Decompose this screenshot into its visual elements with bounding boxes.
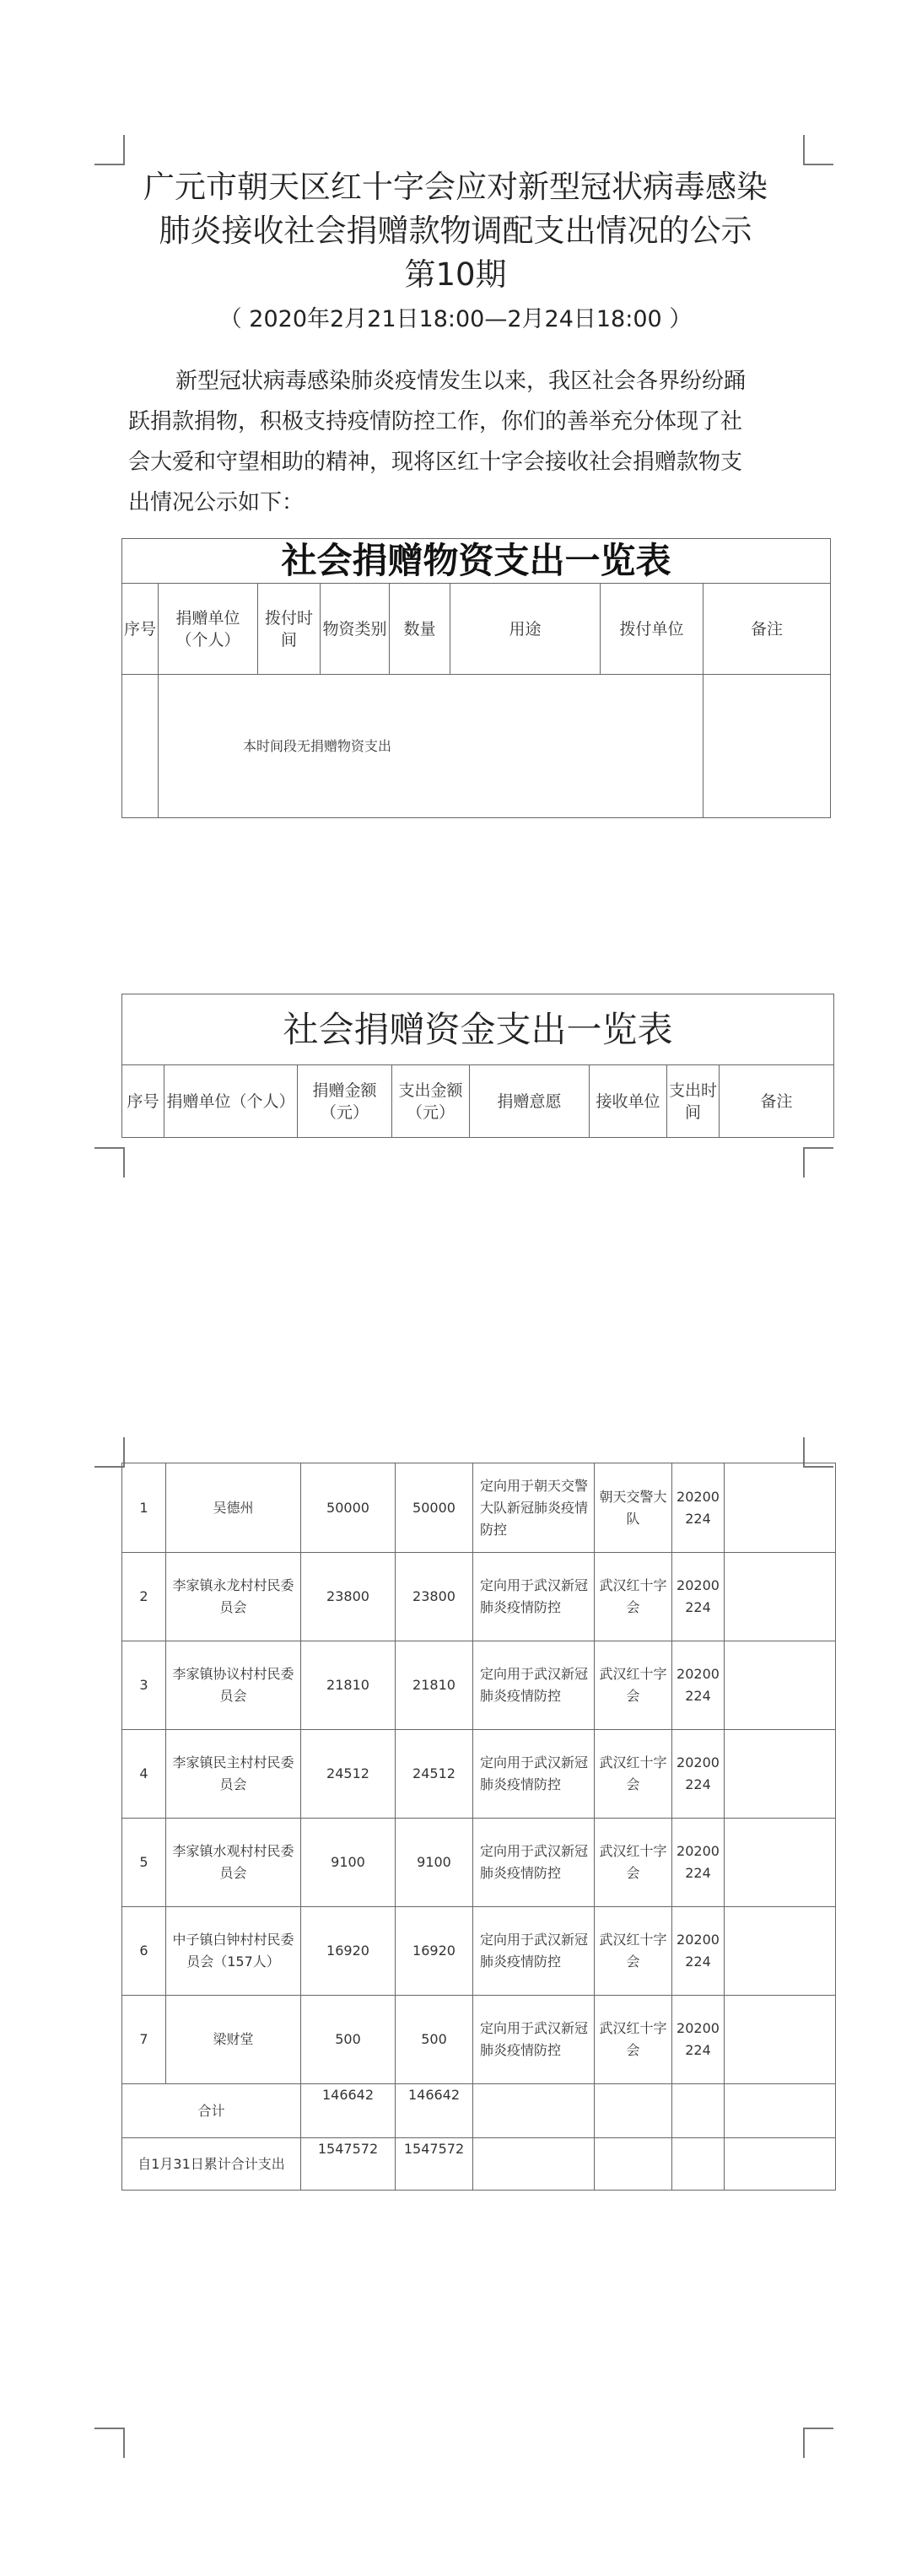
row-donated: 9100 bbox=[301, 1819, 396, 1907]
row-note bbox=[725, 1907, 836, 1996]
row-donated: 23800 bbox=[301, 1553, 396, 1641]
goods-header-no: 序号 bbox=[122, 584, 159, 675]
row-donor: 吴德州 bbox=[166, 1463, 301, 1553]
row-donor: 李家镇协议村村民委员会 bbox=[166, 1641, 301, 1730]
crop-mark bbox=[94, 135, 125, 165]
row-donor: 梁财堂 bbox=[166, 1996, 301, 2084]
cumulative-spent: 1547572 bbox=[396, 2138, 473, 2191]
row-receiver: 朝天交警大队 bbox=[595, 1463, 672, 1553]
crop-mark bbox=[94, 2428, 125, 2458]
total-empty bbox=[725, 2084, 836, 2138]
table-row bbox=[122, 1463, 836, 1553]
row-note bbox=[725, 1996, 836, 2084]
table-row bbox=[122, 1819, 836, 1907]
row-donated: 24512 bbox=[301, 1730, 396, 1819]
period-subtitle: （ 2020年2月21日18:00—2月24日18:00 ） bbox=[218, 306, 693, 332]
row-receiver: 武汉红十字会 bbox=[595, 1819, 672, 1907]
total-empty bbox=[595, 2084, 672, 2138]
row-receiver: 武汉红十字会 bbox=[595, 1641, 672, 1730]
intro-line: 新型冠状病毒感染肺炎疫情发生以来，我区社会各界纷纷踊 bbox=[175, 369, 747, 394]
row-receiver: 武汉红十字会 bbox=[595, 1907, 672, 1996]
table-row bbox=[122, 1907, 836, 1996]
goods-table-title: 社会捐赠物资支出一览表 bbox=[122, 539, 831, 584]
funds-header-donated: 捐赠金额（元） bbox=[298, 1065, 392, 1138]
goods-table bbox=[121, 538, 831, 818]
cumulative-empty bbox=[595, 2138, 672, 2191]
table-row bbox=[122, 1996, 836, 2084]
row-spent: 16920 bbox=[396, 1907, 473, 1996]
row-donor: 李家镇民主村村民委员会 bbox=[166, 1730, 301, 1819]
title-line: 第10期 bbox=[404, 256, 507, 293]
goods-header-usage: 用途 bbox=[450, 584, 601, 675]
row-no: 4 bbox=[122, 1730, 166, 1819]
funds-header-receiver: 接收单位 bbox=[590, 1065, 667, 1138]
crop-mark bbox=[94, 1437, 125, 1468]
row-note bbox=[725, 1553, 836, 1641]
funds-header-no: 序号 bbox=[122, 1065, 164, 1138]
row-donated: 50000 bbox=[301, 1463, 396, 1553]
cumulative-empty bbox=[725, 2138, 836, 2191]
goods-header-unit: 拨付单位 bbox=[601, 584, 703, 675]
funds-table-head bbox=[121, 994, 834, 1138]
row-purpose: 定向用于武汉新冠肺炎疫情防控 bbox=[473, 1553, 595, 1641]
title-line: 广元市朝天区红十字会应对新型冠状病毒感染 bbox=[143, 169, 768, 205]
row-receiver: 武汉红十字会 bbox=[595, 1730, 672, 1819]
row-note bbox=[725, 1641, 836, 1730]
goods-header-donor: 捐赠单位（个人） bbox=[159, 584, 258, 675]
total-empty bbox=[473, 2084, 595, 2138]
row-time: 20200224 bbox=[672, 1819, 725, 1907]
crop-mark bbox=[803, 1147, 833, 1178]
goods-header-time: 拨付时间 bbox=[258, 584, 321, 675]
row-no: 6 bbox=[122, 1907, 166, 1996]
row-receiver: 武汉红十字会 bbox=[595, 1553, 672, 1641]
cumulative-label: 自1月31日累计合计支出 bbox=[122, 2138, 301, 2191]
row-time: 20200224 bbox=[672, 1641, 725, 1730]
row-spent: 21810 bbox=[396, 1641, 473, 1730]
row-time: 20200224 bbox=[672, 1907, 725, 1996]
funds-header-note: 备注 bbox=[720, 1065, 834, 1138]
intro-line: 会大爱和守望相助的精神，现将区红十字会接收社会捐赠款物支 bbox=[128, 450, 743, 475]
page-title bbox=[0, 165, 911, 297]
total-empty bbox=[672, 2084, 725, 2138]
title-line: 肺炎接收社会捐赠款物调配支出情况的公示 bbox=[159, 213, 752, 249]
row-spent: 50000 bbox=[396, 1463, 473, 1553]
row-purpose: 定向用于朝天交警大队新冠肺炎疫情防控 bbox=[473, 1463, 595, 1553]
goods-header-category: 物资类别 bbox=[321, 584, 390, 675]
row-purpose: 定向用于武汉新冠肺炎疫情防控 bbox=[473, 1996, 595, 2084]
row-no: 3 bbox=[122, 1641, 166, 1730]
cumulative-empty bbox=[473, 2138, 595, 2191]
goods-empty-remark bbox=[703, 675, 831, 818]
row-purpose: 定向用于武汉新冠肺炎疫情防控 bbox=[473, 1907, 595, 1996]
crop-mark bbox=[803, 2428, 833, 2458]
row-purpose: 定向用于武汉新冠肺炎疫情防控 bbox=[473, 1819, 595, 1907]
intro-line: 出情况公示如下： bbox=[128, 490, 305, 515]
table-row bbox=[122, 1641, 836, 1730]
row-spent: 9100 bbox=[396, 1819, 473, 1907]
total-spent: 146642 bbox=[396, 2084, 473, 2138]
funds-header-spent: 支出金额（元） bbox=[392, 1065, 470, 1138]
total-donated: 146642 bbox=[301, 2084, 396, 2138]
goods-header-note: 备注 bbox=[703, 584, 831, 675]
funds-header-purpose: 捐赠意愿 bbox=[470, 1065, 590, 1138]
funds-header-donor: 捐赠单位（个人） bbox=[164, 1065, 298, 1138]
row-donated: 500 bbox=[301, 1996, 396, 2084]
row-no: 2 bbox=[122, 1553, 166, 1641]
intro-line: 跃捐款捐物，积极支持疫情防控工作，你们的善举充分体现了社 bbox=[128, 409, 743, 434]
row-note bbox=[725, 1730, 836, 1819]
cumulative-empty bbox=[672, 2138, 725, 2191]
row-donor: 李家镇水观村村民委员会 bbox=[166, 1819, 301, 1907]
row-receiver: 武汉红十字会 bbox=[595, 1996, 672, 2084]
row-note bbox=[725, 1819, 836, 1907]
funds-table-body bbox=[121, 1463, 836, 2191]
table-row bbox=[122, 1553, 836, 1641]
row-time: 20200224 bbox=[672, 1730, 725, 1819]
row-no: 7 bbox=[122, 1996, 166, 2084]
goods-empty-note: 本时间段无捐赠物资支出 bbox=[159, 675, 703, 818]
total-label: 合计 bbox=[122, 2084, 301, 2138]
row-time: 20200224 bbox=[672, 1553, 725, 1641]
row-purpose: 定向用于武汉新冠肺炎疫情防控 bbox=[473, 1641, 595, 1730]
intro-paragraph bbox=[128, 361, 803, 523]
row-purpose: 定向用于武汉新冠肺炎疫情防控 bbox=[473, 1730, 595, 1819]
row-donated: 21810 bbox=[301, 1641, 396, 1730]
row-no: 5 bbox=[122, 1819, 166, 1907]
row-no: 1 bbox=[122, 1463, 166, 1553]
crop-mark bbox=[803, 135, 833, 165]
row-spent: 24512 bbox=[396, 1730, 473, 1819]
row-spent: 23800 bbox=[396, 1553, 473, 1641]
goods-empty-no bbox=[122, 675, 159, 818]
funds-header-time: 支出时间 bbox=[667, 1065, 720, 1138]
row-time: 20200224 bbox=[672, 1996, 725, 2084]
row-time: 20200224 bbox=[672, 1463, 725, 1553]
row-donor: 中子镇白钟村村民委员会（157人） bbox=[166, 1907, 301, 1996]
crop-mark bbox=[94, 1147, 125, 1178]
row-donated: 16920 bbox=[301, 1907, 396, 1996]
row-donor: 李家镇永龙村村民委员会 bbox=[166, 1553, 301, 1641]
goods-header-quantity: 数量 bbox=[390, 584, 450, 675]
row-spent: 500 bbox=[396, 1996, 473, 2084]
funds-table-title: 社会捐赠资金支出一览表 bbox=[122, 994, 834, 1065]
table-row bbox=[122, 1730, 836, 1819]
row-note bbox=[725, 1463, 836, 1553]
cumulative-donated: 1547572 bbox=[301, 2138, 396, 2191]
